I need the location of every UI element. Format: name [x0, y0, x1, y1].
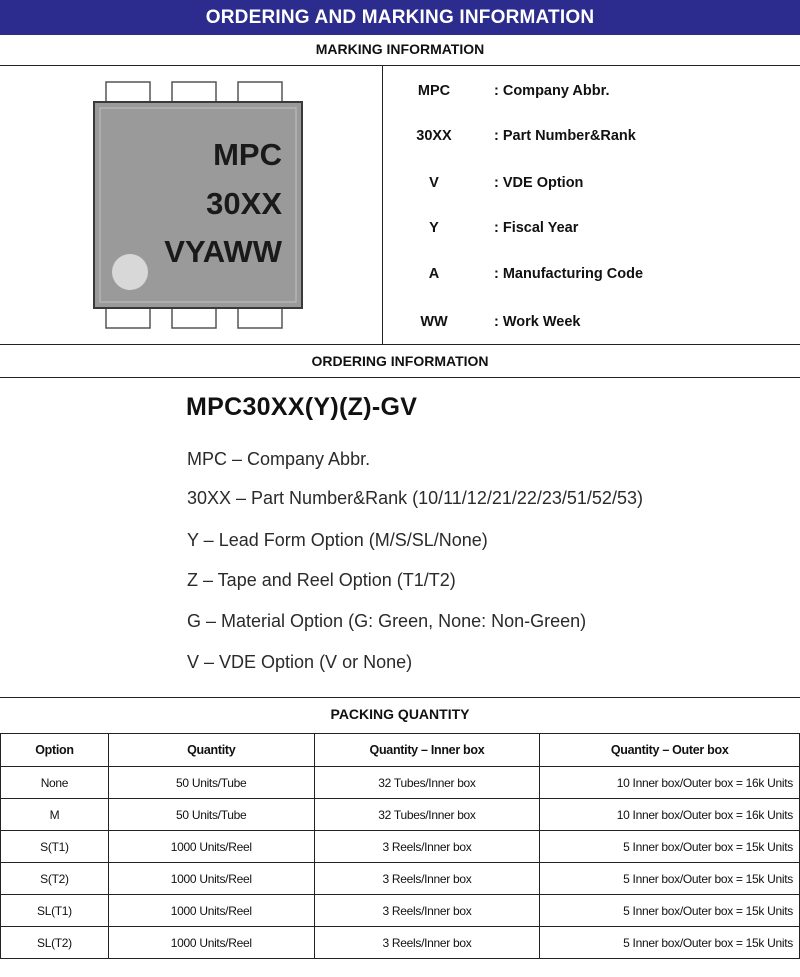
marking-section-title: MARKING INFORMATION [0, 37, 800, 65]
table-row [1, 927, 800, 959]
table-row [1, 767, 800, 799]
table-cell: 10 Inner box/Outer box = 16k Units [540, 799, 800, 831]
table-cell: 50 Units/Tube [108, 799, 314, 831]
part-number: MPC30XX(Y)(Z)-GV [186, 393, 418, 421]
column-header-outer-box: Quantity – Outer box [540, 734, 800, 767]
table-cell: 5 Inner box/Outer box = 15k Units [540, 927, 800, 959]
marking-legend-item [384, 175, 800, 205]
ordering-section-title: ORDERING INFORMATION [0, 346, 800, 376]
marking-legend-item [384, 220, 800, 250]
ordering-line: V – VDE Option (V or None) [187, 652, 413, 672]
legend-desc: : Work Week [494, 314, 581, 330]
legend-code: 30XX [416, 128, 452, 144]
marking-legend-item [384, 83, 800, 113]
ordering-line: Z – Tape and Reel Option (T1/T2) [187, 570, 456, 590]
table-cell: M [1, 799, 109, 831]
table-cell: 1000 Units/Reel [108, 831, 314, 863]
table-cell: 5 Inner box/Outer box = 15k Units [540, 895, 800, 927]
table-cell: SL(T1) [1, 895, 109, 927]
divider [0, 697, 800, 698]
table-cell: 3 Reels/Inner box [314, 863, 540, 895]
packing-table [0, 733, 800, 959]
table-row [1, 831, 800, 863]
legend-desc: : Part Number&Rank [494, 128, 636, 144]
table-cell: 1000 Units/Reel [108, 927, 314, 959]
ordering-line: G – Material Option (G: Green, None: Non-Green) [187, 611, 587, 631]
table-cell: 3 Reels/Inner box [314, 927, 540, 959]
table-cell: 32 Tubes/Inner box [314, 799, 540, 831]
packing-section-title: PACKING QUANTITY [0, 699, 800, 732]
chip-line-2: 30XX [206, 186, 282, 221]
table-cell: S(T1) [1, 831, 109, 863]
column-header-inner-box: Quantity – Inner box [314, 734, 540, 767]
table-cell: 10 Inner box/Outer box = 16k Units [540, 767, 800, 799]
marking-legend-item [384, 128, 800, 158]
table-cell: 1000 Units/Reel [108, 895, 314, 927]
table-cell: SL(T2) [1, 927, 109, 959]
legend-desc: : Company Abbr. [494, 83, 610, 99]
ordering-line: Y – Lead Form Option (M/S/SL/None) [187, 530, 488, 550]
table-cell: None [1, 767, 109, 799]
table-cell: 3 Reels/Inner box [314, 895, 540, 927]
table-row [1, 895, 800, 927]
legend-code: WW [420, 314, 448, 330]
chip-diagram [0, 66, 382, 344]
legend-desc: : Manufacturing Code [494, 266, 644, 282]
marking-legend-item [384, 266, 800, 296]
divider [382, 65, 383, 345]
legend-code: A [428, 266, 440, 282]
page-title: ORDERING AND MARKING INFORMATION [0, 0, 800, 35]
legend-desc: : Fiscal Year [494, 220, 579, 236]
table-cell: 3 Reels/Inner box [314, 831, 540, 863]
column-header-option: Option [1, 734, 109, 767]
marking-legend-item [384, 314, 800, 344]
ordering-line: MPC – Company Abbr. [187, 449, 371, 469]
table-cell: S(T2) [1, 863, 109, 895]
table-cell: 32 Tubes/Inner box [314, 767, 540, 799]
legend-code: MPC [417, 83, 451, 99]
chip-line-3: VYAWW [164, 234, 282, 269]
legend-desc: : VDE Option [494, 175, 584, 191]
table-cell: 5 Inner box/Outer box = 15k Units [540, 863, 800, 895]
column-header-quantity: Quantity [108, 734, 314, 767]
legend-code: Y [429, 220, 439, 236]
table-header-row [1, 734, 800, 767]
chip-line-1: MPC [213, 137, 282, 172]
table-cell: 5 Inner box/Outer box = 15k Units [540, 831, 800, 863]
table-cell: 1000 Units/Reel [108, 863, 314, 895]
table-row [1, 799, 800, 831]
divider [0, 377, 800, 378]
legend-code: V [429, 175, 439, 191]
table-row [1, 863, 800, 895]
ordering-line: 30XX – Part Number&Rank (10/11/12/21/22/23/51/52/53) [187, 488, 643, 508]
table-cell: 50 Units/Tube [108, 767, 314, 799]
divider [0, 344, 800, 345]
